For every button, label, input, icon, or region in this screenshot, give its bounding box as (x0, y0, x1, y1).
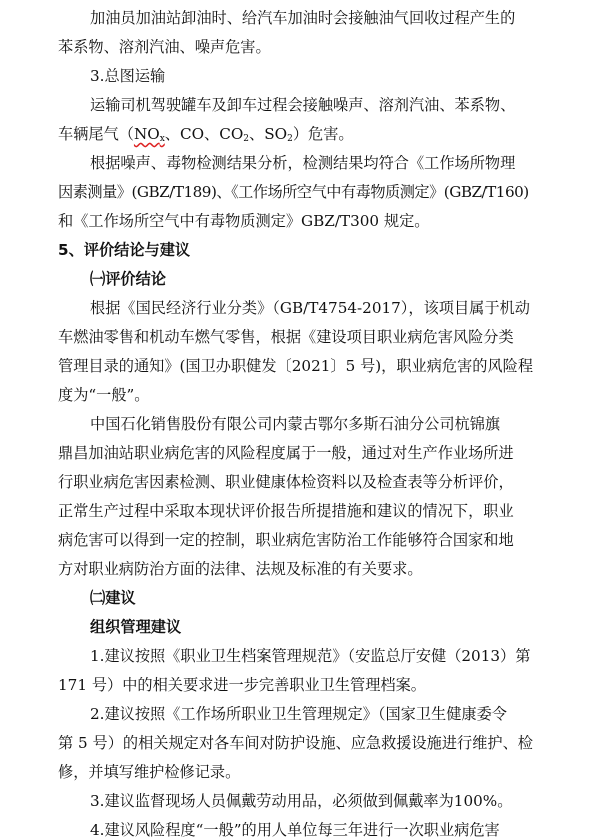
subscript: 2 (243, 134, 250, 144)
subsection-heading: 组织管理建议 (90, 618, 182, 636)
text: 、CO、CO (164, 125, 244, 143)
paragraph-line: 运输司机驾驶罐车及卸车过程会接触噪声、溶剂汽油、苯系物、 (90, 96, 516, 114)
paragraph-line: 正常生产过程中采取本现状评价报告所提措施和建议的情况下，职业 (58, 502, 514, 520)
paragraph-line: 管理目录的通知》(国卫办职健发〔2021〕5 号)，职业病危害的风险程 (58, 357, 534, 375)
list-item-line: 第 5 号）的相关规定对各车间对防护设施、应急救援设施进行维护、检 (58, 734, 533, 752)
paragraph-line-formula (58, 124, 354, 149)
list-item-line: 4.建议风险程度“一般”的用人单位每三年进行一次职业病危害 (90, 821, 500, 839)
paragraph-line: 和《工作场所空气中有毒物质测定》GBZ/T300 规定。 (58, 212, 430, 230)
section-heading: 5、评价结论与建议 (58, 241, 191, 259)
paragraph-line: 行职业病危害因素检测、职业健康体检资料以及检查表等分析评价， (58, 473, 514, 491)
text: ）危害。 (292, 125, 354, 143)
paragraph-line: 方对职业病防治方面的法律、法规及标准的有关要求。 (58, 560, 423, 578)
nox-formula: $NO_x$ (133, 125, 165, 144)
list-item-line: 3.建议监督现场人员佩戴劳动用品，必须做到佩戴率为100%。 (90, 792, 513, 810)
text: 车辆尾气（ (58, 125, 134, 143)
paragraph-line: 病危害可以得到一定的控制，职业病危害防治工作能够符合国家和地 (58, 531, 514, 549)
paragraph-line: 度为“一般”。 (58, 386, 150, 404)
list-item-line: 2.建议按照《工作场所职业卫生管理规定》（国家卫生健康委令 (90, 705, 507, 723)
paragraph-line: 车燃油零售和机动车燃气零售，根据《建设项目职业病危害风险分类 (58, 328, 514, 346)
paragraph-line: 鼎昌加油站职业病危害的风险程度属于一般，通过对生产作业场所进 (58, 444, 514, 462)
subsection-heading: ㈡建议 (90, 589, 136, 607)
paragraph-line: 苯系物、溶剂汽油、噪声危害。 (58, 38, 271, 56)
list-item-line: 171 号）中的相关要求进一步完善职业卫生管理档案。 (58, 676, 426, 694)
paragraph-line: 根据噪声、毒物检测结果分析，检测结果均符合《工作场所物理 (90, 154, 516, 172)
subsection-heading: ㈠评价结论 (90, 270, 166, 288)
paragraph-line: 中国石化销售股份有限公司内蒙古鄂尔多斯石油分公司杭锦旗 (90, 415, 501, 433)
paragraph-line: 因素测量》(GBZ/T189)、《工作场所空气中有毒物质测定》(GBZ/T160) (58, 183, 529, 201)
text: 、SO (249, 125, 288, 143)
paragraph-line: 根据《国民经济行业分类》（GB/T4754-2017），该项目属于机动 (90, 299, 530, 317)
list-item-line: 1.建议按照《职业卫生档案管理规范》（安监总厅安健（2013）第 (90, 647, 531, 665)
paragraph-line: 加油员加油站卸油时、给汽车加油时会接触油气回收过程产生的 (90, 9, 516, 27)
subscript: 2 (287, 134, 293, 144)
list-item-line: 修，并填写维护检修记录。 (58, 763, 241, 781)
list-heading: 3.总图运输 (90, 67, 166, 85)
